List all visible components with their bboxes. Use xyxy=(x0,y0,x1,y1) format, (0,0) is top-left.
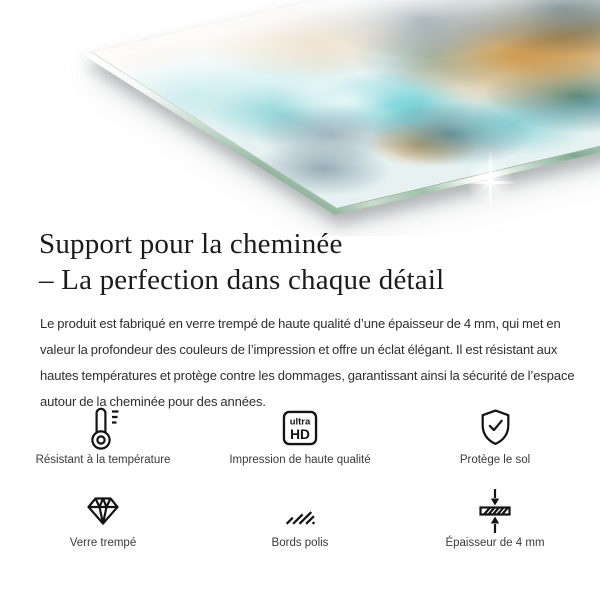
ultra-hd-badge-top: ultra xyxy=(289,415,311,427)
title-line-1: Support pour la cheminée xyxy=(39,228,343,260)
feature-temperature-resistant xyxy=(8,404,198,466)
feature-label: Impression de haute qualité xyxy=(229,454,371,466)
feature-label: Résistant à la température xyxy=(35,454,171,466)
glass-panel xyxy=(82,0,600,215)
feature-label: Verre trempé xyxy=(69,537,137,549)
feature-label: Protège le sol xyxy=(459,454,531,466)
glass-panel-shadow xyxy=(0,0,600,236)
page-title xyxy=(39,226,444,298)
shield-check-icon xyxy=(477,404,514,451)
feature-label: Épaisseur de 4 mm xyxy=(445,537,545,549)
feature-tempered-glass xyxy=(8,487,198,549)
feature-label: Bords polis xyxy=(271,537,329,549)
feature-print-quality xyxy=(205,404,395,466)
thermometer-icon xyxy=(81,404,125,451)
product-photo xyxy=(0,0,600,236)
abstract-marble-art xyxy=(91,0,600,209)
ultra-hd-icon xyxy=(281,404,319,451)
feature-floor-protection xyxy=(400,404,590,466)
product-description: Le produit est fabriqué en verre trempé de haute qualité d’une épaisseur de 4 mm, qui met en valeur la profondeur des couleurs de l’impression et offre un éclat élégant. Il est résistant aux hautes températures et protège contre les dommages, garantissant ainsi la sécurité de l’espace autour de la cheminée pour des années. xyxy=(40,316,575,409)
diamond-icon xyxy=(84,487,122,534)
feature-thickness xyxy=(400,487,590,549)
ultra-hd-badge-bottom: HD xyxy=(290,426,310,442)
feature-polished-edges xyxy=(205,487,395,549)
title-line-2: – La perfection dans chaque détail xyxy=(39,264,445,296)
polished-edges-icon xyxy=(282,487,319,534)
thickness-4mm-icon xyxy=(475,487,515,534)
